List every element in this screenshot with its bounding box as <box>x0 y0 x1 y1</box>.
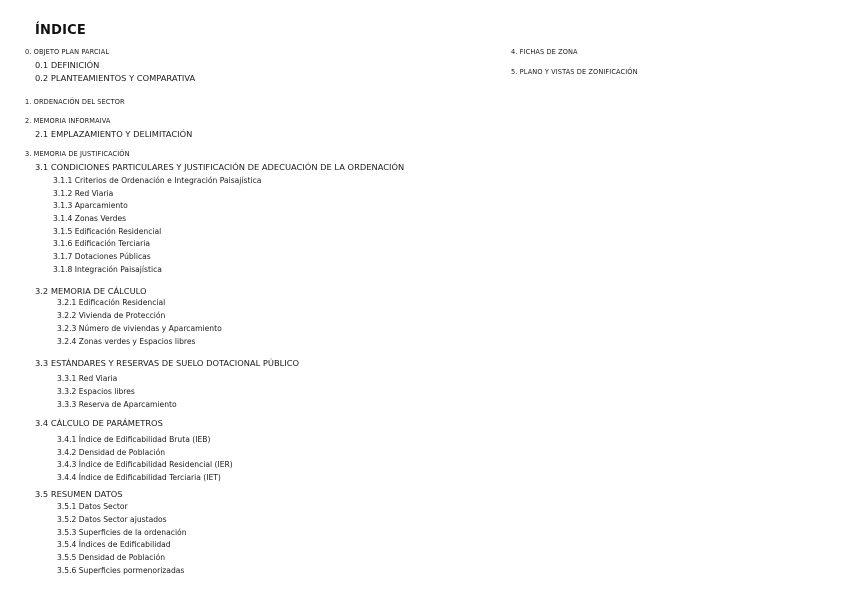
toc-item: 3.3.3 Reserva de Aparcamiento <box>57 400 177 409</box>
toc-subsection: 2.1 EMPLAZAMIENTO Y DELIMITACIÓN <box>35 129 193 139</box>
toc-item: 3.1.8 Integración Paisajística <box>53 265 162 274</box>
toc-item: 3.1.2 Red Viaria <box>53 189 114 198</box>
toc-section: 4. FICHAS DE ZONA <box>511 48 578 56</box>
toc-item: 3.5.2 Datos Sector ajustados <box>57 515 167 524</box>
toc-subsection: 3.1 CONDICIONES PARTICULARES Y JUSTIFICACIÓN DE ADECUACIÓN DE LA ORDENACIÓN <box>35 162 405 172</box>
toc-section: 0. OBJETO PLAN PARCIAL <box>25 48 110 56</box>
toc-item: 3.2.1 Edificación Residencial <box>57 298 166 307</box>
toc-item: 3.2.3 Número de viviendas y Aparcamiento <box>57 324 222 333</box>
toc-section: 1. ORDENACIÓN DEL SECTOR <box>25 98 125 106</box>
toc-section: 3. MEMORIA DE JUSTIFICACIÓN <box>25 150 130 158</box>
toc-subsection: 3.2 MEMORIA DE CÁLCULO <box>35 286 147 296</box>
toc-item: 3.1.7 Dotaciones Públicas <box>53 252 151 261</box>
page-title: ÍNDICE <box>35 23 86 38</box>
toc-item: 3.5.1 Datos Sector <box>57 502 128 511</box>
toc-item: 3.5.6 Superficies pormenorizadas <box>57 566 185 575</box>
toc-item: 3.3.2 Espacios libres <box>57 387 135 396</box>
toc-item: 3.1.1 Criterios de Ordenación e Integración Paisajística <box>53 176 262 185</box>
toc-item: 3.2.4 Zonas verdes y Espacios libres <box>57 337 196 346</box>
toc-item: 3.1.6 Edificación Terciaria <box>53 239 151 248</box>
toc-subsection: 0.1 DEFINICIÓN <box>35 60 100 70</box>
toc-item: 3.4.3 Índice de Edificabilidad Residencial (IER) <box>57 460 233 469</box>
toc-item: 3.4.1 Índice de Edificabilidad Bruta (IEB) <box>57 435 211 444</box>
toc-item: 3.5.5 Densidad de Población <box>57 553 166 562</box>
toc-item: 3.5.3 Superficies de la ordenación <box>57 528 187 537</box>
toc-item: 3.2.2 Vivienda de Protección <box>57 311 166 320</box>
toc-item: 3.1.3 Aparcamiento <box>53 201 128 210</box>
toc-section: 2. MEMORIA INFORMAIVA <box>25 117 111 125</box>
toc-subsection: 3.3 ESTÁNDARES Y RESERVAS DE SUELO DOTACIONAL PÚBLICO <box>35 358 300 368</box>
toc-section: 5. PLANO Y VISTAS DE ZONIFICACIÓN <box>511 68 638 76</box>
toc-item: 3.4.2 Densidad de Población <box>57 448 166 457</box>
toc-item: 3.1.4 Zonas Verdes <box>53 214 127 223</box>
toc-subsection: 0.2 PLANTEAMIENTOS Y COMPARATIVA <box>35 73 196 83</box>
toc-item: 3.3.1 Red Viaria <box>57 374 118 383</box>
toc-item: 3.1.5 Edificación Residencial <box>53 227 162 236</box>
toc-subsection: 3.5 RESUMEN DATOS <box>35 489 123 499</box>
toc-item: 3.5.4 Índices de Edificabilidad <box>57 540 171 549</box>
toc-item: 3.4.4 Índice de Edificabilidad Terciaria (IET) <box>57 473 221 482</box>
toc-subsection: 3.4 CÁLCULO DE PARÁMETROS <box>35 418 163 428</box>
